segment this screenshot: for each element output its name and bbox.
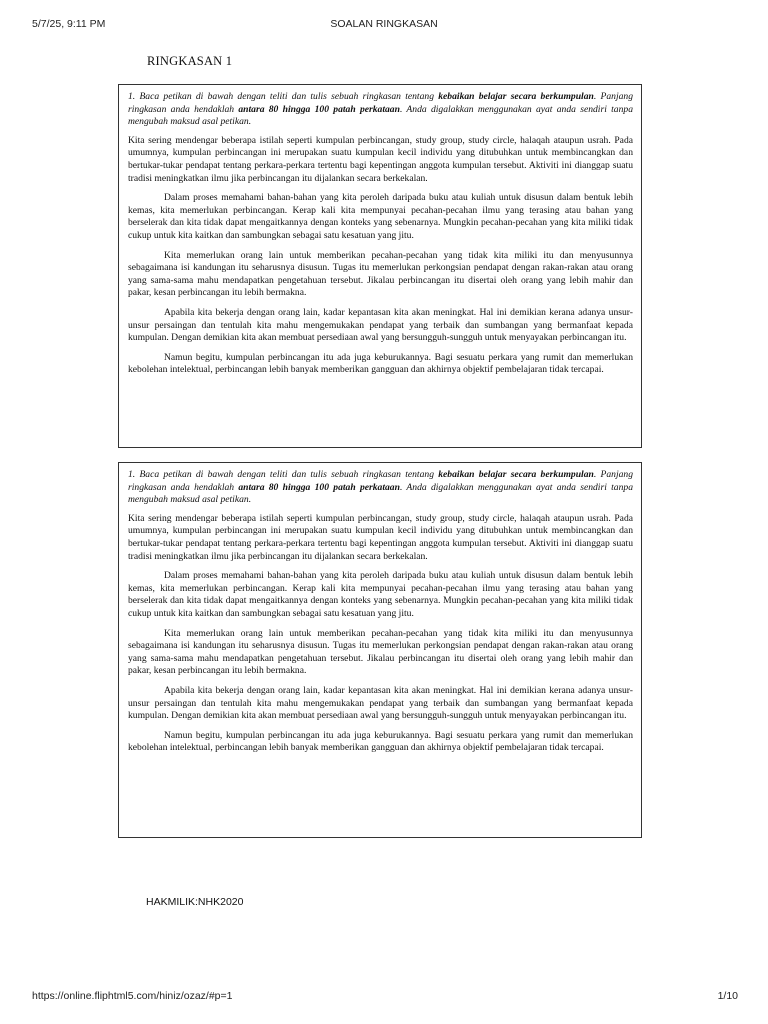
page-heading: RINGKASAN 1 [147, 54, 233, 68]
print-header [0, 18, 768, 34]
instruction-text: . Panjang ringkasan anda hendaklah [128, 91, 633, 115]
instruction-text: 1. Baca petikan di bawah dengan teliti dan tulis sebuah ringkasan tentang [128, 469, 439, 480]
question-instruction [128, 91, 633, 129]
instruction-topic: kebaikan belajar secara berkumpulan [438, 91, 594, 102]
passage-paragraph: Dalam proses memahami bahan-bahan yang kita peroleh daripada buku atau kuliah untuk disusun dalam bentuk lebih kemas, kita memerlukan perbincangan. Kerap kali kita mempunyai pecahan-pecahan ilmu yang terasing atau bahan yang berselerak dan kita tidak dapat mengaitkannya dengan konteks yang sebenarnya. Mungkin pecahan-pecahan yang kita miliki tidak cukup untuk kita kaitkan dan sambungkan sebagai satu kesatuan yang jitu. [128, 192, 633, 241]
print-url[interactable]: https://online.fliphtml5.com/hiniz/ozaz/#p=1 [32, 990, 233, 1002]
passage-paragraph: Apabila kita bekerja dengan orang lain, kadar kepantasan kita akan meningkat. Hal ini demikian kerana adanya unsur-unsur persaingan dan tentulah kita mahu mengemukakan pendapat yang terbaik dan sumbangan yang bermanfaat kepada kumpulan. Dengan demikian kita akan membuat persediaan awal yang bersungguh-sungguh untuk menyayakan perbincangan itu. [128, 684, 633, 722]
passage-paragraph: Namun begitu, kumpulan perbincangan itu ada juga keburukannya. Bagi sesuatu perkara yang rumit dan memerlukan kebolehan intelektual, perbincangan lebih banyak memberikan gangguan dan akhirnya objektif pembelajaran tidak tercapai. [128, 729, 633, 754]
passage-paragraph: Apabila kita bekerja dengan orang lain, kadar kepantasan kita akan meningkat. Hal ini demikian kerana adanya unsur-unsur persaingan dan tentulah kita mahu mengemukakan pendapat yang terbaik dan sumbangan yang bermanfaat kepada kumpulan. Dengan demikian kita akan membuat persediaan awal yang bersungguh-sungguh untuk menyayakan perbincangan itu. [128, 306, 633, 344]
print-doc-title: SOALAN RINGKASAN [330, 18, 438, 30]
instruction-text: . Anda digalakkan menggunakan ayat anda sendiri tanpa mengubah maksud asal petikan. [128, 103, 633, 128]
passage-paragraph: Kita memerlukan orang lain untuk memberikan pecahan-pecahan yang tidak kita miliki itu dan menyusunnya sebagaimana isi kandungan itu seharusnya disusun. Tugas itu memerlukan perkongsian pendapat dengan rakan-rakan atau orang yang sama-sama mahu mendapatkan pengetahuan tersebut. Jikalau perbincangan itu disertai oleh orang yang lebih mahir dan pakar, kesan perbincangan itu lebih bermakna. [128, 627, 633, 677]
question-box-1 [118, 84, 642, 448]
copyright-notice: HAKMILIK:NHK2020 [146, 896, 244, 908]
passage-paragraph: Namun begitu, kumpulan perbincangan itu ada juga keburukannya. Bagi sesuatu perkara yang rumit dan memerlukan kebolehan intelektual, perbincangan lebih banyak memberikan gangguan dan akhirnya objektif pembelajaran tidak tercapai. [128, 351, 633, 376]
passage-paragraph: Kita sering mendengar beberapa istilah seperti kumpulan perbincangan, study group, study circle, halaqah ataupun usrah. Pada umumnya, kumpulan perbincangan ini merupakan suatu kumpulan kecil individu yang ditubuhkan untuk membincangkan dan bertukar-tukar pendapat tentang perkara-perkara tertentu bagi kepentingan anggota kumpulan tersebut. Aktiviti ini dianggap suatu tradisi meningkatkan ilmu jika perbincangan itu dijalankan secara berkekalan. [128, 512, 633, 562]
print-page-indicator: 1/10 [717, 990, 738, 1002]
question-instruction [128, 469, 633, 507]
instruction-text: 1. Baca petikan di bawah dengan teliti dan tulis sebuah ringkasan tentang [128, 91, 439, 102]
instruction-text: . Anda digalakkan menggunakan ayat anda sendiri tanpa mengubah maksud asal petikan. [128, 481, 633, 506]
print-datetime: 5/7/25, 9:11 PM [32, 18, 106, 30]
instruction-text: . Panjang ringkasan anda hendaklah [128, 469, 633, 493]
instruction-word-limit: antara 80 hingga 100 patah perkataan [238, 481, 400, 493]
passage-paragraph: Kita sering mendengar beberapa istilah seperti kumpulan perbincangan, study group, study circle, halaqah ataupun usrah. Pada umumnya, kumpulan perbincangan ini merupakan suatu kumpulan kecil individu yang ditubuhkan untuk membincangkan dan bertukar-tukar pendapat tentang perkara-perkara tertentu bagi kepentingan anggota kumpulan tersebut. Aktiviti ini dianggap suatu tradisi meningkatkan ilmu jika perbincangan itu dijalankan secara berkekalan. [128, 134, 633, 184]
question-box-2 [118, 462, 642, 838]
passage-paragraph: Kita memerlukan orang lain untuk memberikan pecahan-pecahan yang tidak kita miliki itu dan menyusunnya sebagaimana isi kandungan itu seharusnya disusun. Tugas itu memerlukan perkongsian pendapat dengan rakan-rakan atau orang yang sama-sama mahu mendapatkan pengetahuan tersebut. Jikalau perbincangan itu disertai oleh orang yang lebih mahir dan pakar, kesan perbincangan itu lebih bermakna. [128, 249, 633, 299]
instruction-word-limit: antara 80 hingga 100 patah perkataan [238, 103, 400, 115]
instruction-topic: kebaikan belajar secara berkumpulan [438, 469, 594, 480]
print-footer [0, 990, 768, 1006]
passage-paragraph: Dalam proses memahami bahan-bahan yang kita peroleh daripada buku atau kuliah untuk disusun dalam bentuk lebih kemas, kita memerlukan perbincangan. Kerap kali kita mempunyai pecahan-pecahan ilmu yang terasing atau bahan yang berselerak dan kita tidak dapat mengaitkannya dengan konteks yang sebenarnya. Mungkin pecahan-pecahan yang kita miliki tidak cukup untuk kita kaitkan dan sambungkan sebagai satu kesatuan yang jitu. [128, 570, 633, 619]
